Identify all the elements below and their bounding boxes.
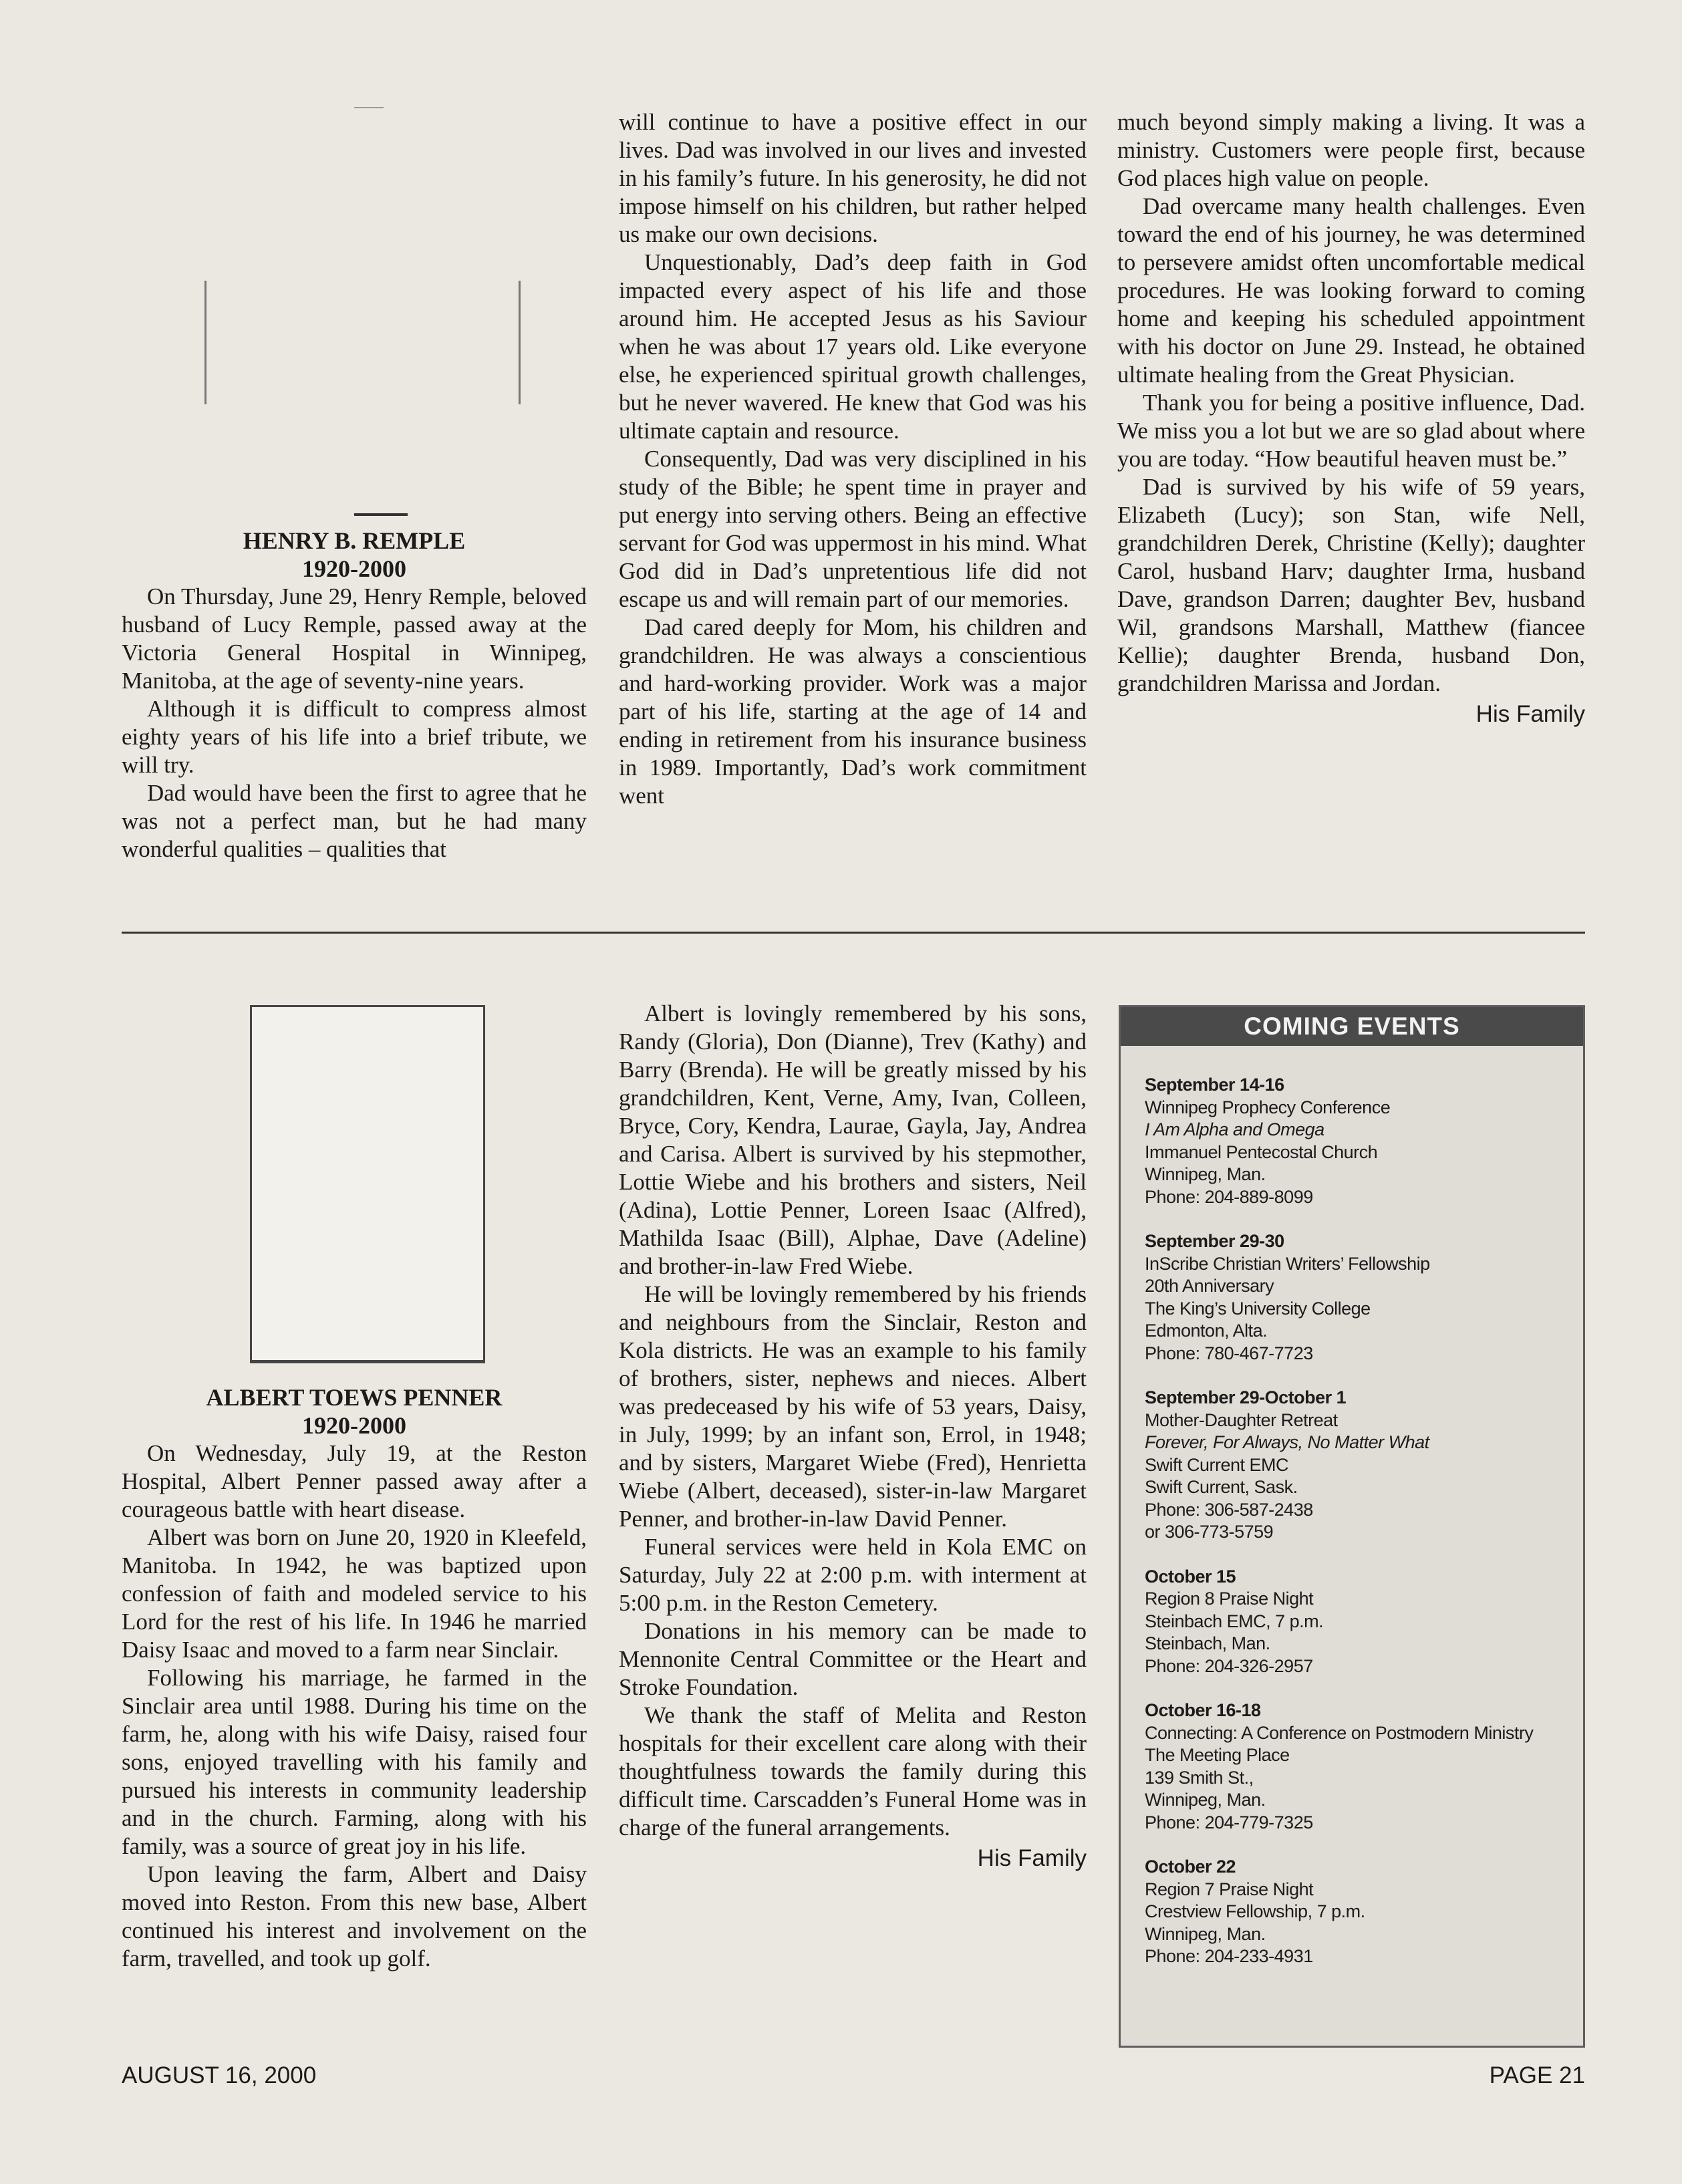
event-line: Region 8 Praise Night [1145,1589,1314,1609]
event-line: Phone: 306-587-2438 [1145,1499,1313,1520]
coming-events-box [1119,1005,1585,2048]
remple-years: 1920-2000 [302,555,406,582]
paragraph: Albert was born on June 20, 1920 in Kleefeld, Manitoba. In 1942, he was baptized upon confession of faith and modeled service to his Lord for the rest of his life. In 1946 he married Daisy Isaac and moved to a farm near Sinclair. [122,1524,587,1663]
event-item [1145,1074,1583,1208]
event-item [1145,1566,1583,1678]
events-list [1121,1046,1583,1968]
penner-column-2 [619,1000,1087,1873]
event-item [1145,1699,1583,1834]
paragraph: Unquestionably, Dad’s deep faith in God impacted every aspect of his life and those around him. He accepted Jesus as his Saviour when he was about 17 years old. Like everyone else, he experienced spiritual growth challenges, but he never wavered. He knew that God was his ultimate captain and resource. [619,249,1087,444]
paragraph: We thank the staff of Melita and Reston hospitals for their excellent care along with their thoughtfulness towards the family during this difficult time. Carscadden’s Funeral Home was in charge of the funeral arrangements. [619,1702,1087,1840]
event-date: September 14-16 [1145,1075,1284,1095]
paragraph: Upon leaving the farm, Albert and Daisy moved into Reston. From this new base, Albert continued his interest and involvement on the farm, travelled, and took up golf. [122,1861,587,1971]
event-date: October 16-18 [1145,1700,1261,1720]
paragraph: Albert is lovingly remembered by his sons, Randy (Gloria), Don (Dianne), Trev (Kathy) and Barry (Brenda). He will be greatly missed by his grandchildren, Kent, Verne, Amy, Ivan, Colleen, Bryce, Cory, Kendra, Laurae, Gayla, Jay, Andrea and Carisa. Albert is survived by his stepmother, Lottie Wiebe and his brothers and sisters, Neil (Adina), Lottie Penner, Loreen Isaac (Alfred), Mathilda Isaac (Bill), Alphae, Dave (Adeline) and brother-in-law Fred Wiebe. [619,1000,1087,1279]
event-line: Crestview Fellowship, 7 p.m. [1145,1901,1365,1921]
paragraph: Thank you for being a positive influence, Dad. We miss you a lot but we are so glad about where you are today. “How beautiful heaven must be.” [1117,390,1585,472]
event-line: Swift Current, Sask. [1145,1477,1298,1497]
paragraph: Funeral services were held in Kola EMC on Saturday, July 22 at 2:00 p.m. with interment at 5:00 p.m. in the Reston Cemetery. [619,1534,1087,1616]
remple-column-3 [1117,108,1585,728]
penner-signature: His Family [977,1845,1087,1871]
event-line: Edmonton, Alta. [1145,1321,1268,1341]
penner-name: ALBERT TOEWS PENNER [206,1384,503,1411]
paragraph: much beyond simply making a living. It was a ministry. Customers were people first, because God places high value on people. [1117,109,1585,191]
issue-date: AUGUST 16, 2000 [122,2062,317,2088]
page-number: PAGE 21 [1489,2062,1585,2088]
event-line: Mother-Daughter Retreat [1145,1409,1338,1430]
event-date: September 29-October 1 [1145,1387,1347,1407]
event-line: Winnipeg, Man. [1145,1790,1266,1810]
event-line: InScribe Christian Writers’ Fellowship [1145,1253,1430,1274]
event-line: Phone: 204-326-2957 [1145,1655,1313,1676]
event-item [1145,1856,1583,1968]
section-divider [122,932,1585,934]
event-line: Region 7 Praise Night [1145,1879,1314,1899]
remple-column-2 [619,108,1087,810]
coming-events-title: COMING EVENTS [1121,1007,1583,1046]
event-line: Phone: 204-889-8099 [1145,1186,1313,1207]
event-line: Connecting: A Conference on Postmodern Ministry [1145,1722,1534,1743]
event-line: Steinbach EMC, 7 p.m. [1145,1611,1324,1631]
event-line: 20th Anniversary [1145,1276,1274,1296]
paragraph: Donations in his memory can be made to Mennonite Central Committee or the Heart and Stroke Foundation. [619,1618,1087,1700]
event-line: Winnipeg, Man. [1145,1164,1266,1184]
event-line: The Meeting Place [1145,1745,1290,1765]
event-line: Phone: 204-779-7325 [1145,1812,1313,1832]
event-date: October 22 [1145,1857,1236,1877]
event-line: I Am Alpha and Omega [1145,1119,1324,1139]
paragraph: Although it is difficult to compress almost eighty years of his life into a brief tribute, we will try. [122,696,587,778]
event-line: Steinbach, Man. [1145,1633,1270,1653]
paragraph: Dad would have been the first to agree that he was not a perfect man, but he had many wonderful qualities – qualities that [122,780,587,862]
paragraph: Consequently, Dad was very disciplined in his study of the Bible; he spent time in prayer and put energy into serving others. Being an effective servant for God was uppermost in his mind. What God did in Dad’s unpretentious life did not escape us and will remain part of our memories. [619,446,1087,612]
paragraph: He will be lovingly remembered by his friends and neighbours from the Sinclair, Reston and Kola districts. He was an example to his family of brothers, sister, nephews and nieces. Albert was predeceased by his wife of 53 years, Daisy, in July, 1999; by an infant son, Errol, in 1948; and by sisters, Margaret Wiebe (Fred), Henrietta Wiebe (Albert, deceased), sister-in-law Margaret Penner, and brother-in-law David Penner. [619,1281,1087,1532]
event-line: or 306-773-5759 [1145,1522,1274,1542]
remple-column-1 [122,527,587,863]
paragraph: On Wednesday, July 19, at the Reston Hospital, Albert Penner passed away after a courageous battle with heart disease. [122,1440,587,1522]
penner-column-1 [122,1383,587,1973]
event-date: September 29-30 [1145,1231,1284,1251]
paragraph: Dad is survived by his wife of 59 years, Elizabeth (Lucy); son Stan, wife Nell, grandchildren Derek, Christine (Kelly); daughter Carol, husband Harv; daughter Irma, husband Dave, grandson Darren; daughter Bev, husband Wil, grandsons Marshall, Matthew (fiancee Kellie); daughter Brenda, husband Don, grandchildren Marissa and Jordan. [1117,474,1585,696]
penner-photo [250,1005,485,1363]
event-line: Immanuel Pentecostal Church [1145,1141,1378,1162]
remple-name: HENRY B. REMPLE [243,527,466,554]
paragraph: Following his marriage, he farmed in the Sinclair area until 1988. During his time on the farm, he, along with his wife Daisy, raised four sons, enjoyed travelling with his family and pursued his interests in community leadership and in the church. Farming, along with his family, was a source of great joy in his life. [122,1665,587,1859]
penner-years: 1920-2000 [302,1412,406,1439]
paragraph: will continue to have a positive effect in our lives. Dad was involved in our lives and invested in his family’s future. In his generosity, he did not impose himself on his children, but rather helped us make our own decisions. [619,109,1087,247]
event-item [1145,1230,1583,1365]
remple-photo [200,100,528,528]
event-line: Swift Current EMC [1145,1454,1289,1475]
event-line: Phone: 780-467-7723 [1145,1343,1313,1363]
event-line: Winnipeg, Man. [1145,1923,1266,1944]
event-item [1145,1387,1583,1544]
event-line: Forever, For Always, No Matter What [1145,1432,1429,1452]
event-date: October 15 [1145,1566,1236,1587]
event-line: Phone: 204-233-4931 [1145,1946,1313,1966]
event-line: The King’s University College [1145,1298,1371,1319]
event-line: Winnipeg Prophecy Conference [1145,1097,1391,1117]
remple-signature: His Family [1476,701,1585,727]
event-line: 139 Smith St., [1145,1767,1254,1788]
paragraph: Dad cared deeply for Mom, his children and grandchildren. He was always a conscientious and hard-working provider. Work was a major part of his life, starting at the age of 14 and ending in retirement from his insurance business in 1989. Importantly, Dad’s work commitment went [619,614,1087,809]
paragraph: On Thursday, June 29, Henry Remple, beloved husband of Lucy Remple, passed away at the Victoria General Hospital in Winnipeg, Manitoba, at the age of seventy-nine years. [122,583,587,694]
paragraph: Dad overcame many health challenges. Even toward the end of his journey, he was determined to persevere amidst often uncomfortable medical procedures. He was looking forward to coming home and keeping his scheduled appointment with his doctor on June 29. Instead, he obtained ultimate healing from the Great Physician. [1117,193,1585,388]
